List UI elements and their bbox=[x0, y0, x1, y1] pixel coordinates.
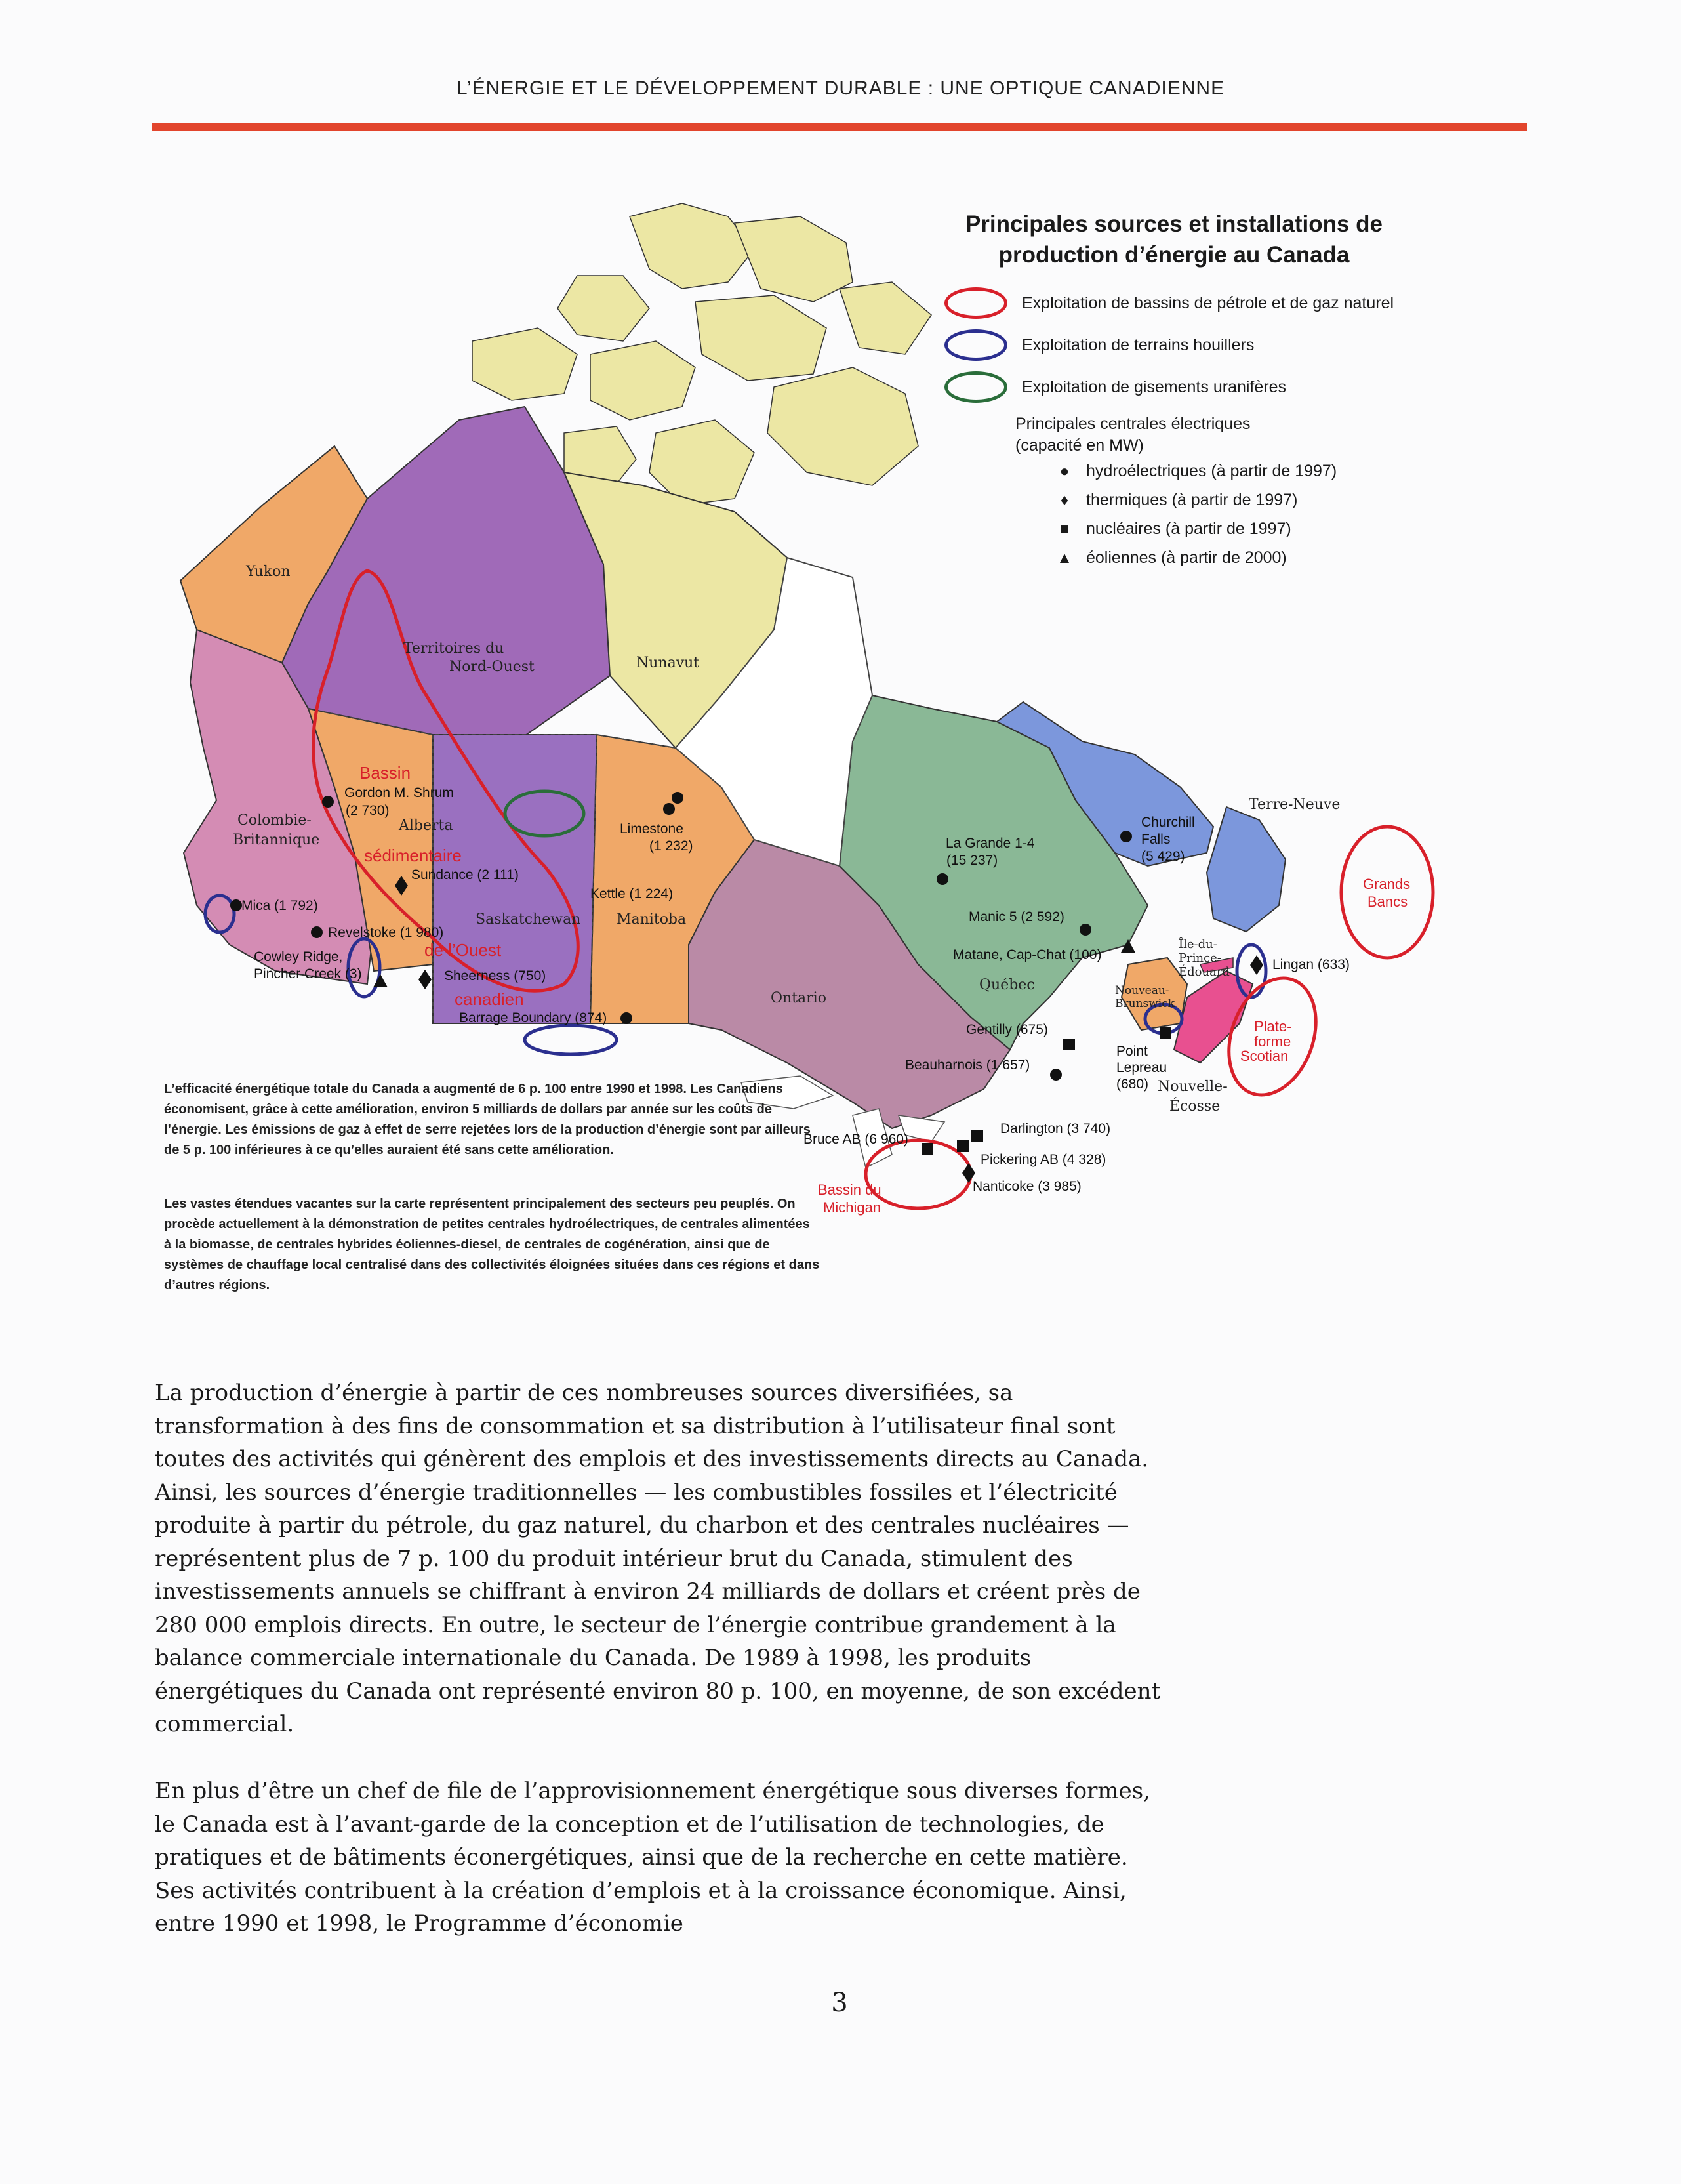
label-scotian-3: Scotian bbox=[1240, 1048, 1289, 1064]
label-sundance: Sundance (2 111) bbox=[411, 867, 519, 882]
label-wcsb-2: sédimentaire bbox=[364, 846, 462, 865]
label-ns-2: Écosse bbox=[1169, 1098, 1221, 1115]
label-kettle: Kettle (1 224) bbox=[590, 886, 674, 901]
plants-legend-title-line-1: Principales centrales électriques bbox=[1015, 415, 1251, 433]
legend-oil-gas bbox=[944, 287, 1394, 319]
label-wcsb-1: Bassin bbox=[359, 763, 411, 783]
nuclear-marker-gentilly bbox=[1063, 1039, 1075, 1050]
label-boundary: Barrage Boundary (874) bbox=[459, 1010, 607, 1025]
label-pei-2: Prince- bbox=[1179, 951, 1221, 965]
map-title bbox=[872, 209, 1476, 270]
red-ring-icon bbox=[944, 287, 1007, 319]
label-la-grande-2: (15 237) bbox=[946, 853, 998, 868]
label-pickering: Pickering AB (4 328) bbox=[981, 1152, 1106, 1167]
label-manitoba: Manitoba bbox=[617, 911, 687, 928]
triangle-icon: ▲ bbox=[1057, 548, 1072, 567]
nuclear-marker-darlington bbox=[971, 1130, 983, 1142]
canada-energy-map bbox=[144, 190, 1469, 1216]
legend-hydro bbox=[1055, 462, 1337, 481]
label-point-lepreau-2: Lepreau bbox=[1116, 1060, 1167, 1075]
hydro-marker-manic bbox=[1080, 924, 1091, 936]
label-scotian-1: Plate- bbox=[1254, 1018, 1292, 1035]
label-grand-banks-2: Bancs bbox=[1367, 894, 1408, 910]
legend-thermal-label: thermiques (à partir de 1997) bbox=[1086, 491, 1298, 509]
label-nwt-2: Nord-Ouest bbox=[449, 659, 535, 675]
legend-oil-gas-label: Exploitation de bassins de pétrole et de gaz naturel bbox=[1022, 293, 1394, 312]
legend-nuclear-label: nucléaires (à partir de 1997) bbox=[1086, 520, 1291, 538]
green-ring-icon bbox=[944, 371, 1007, 403]
label-quebec: Québec bbox=[979, 977, 1035, 993]
body-paragraph-1: La production d’énergie à partir de ces nombreuses sources diversifiées, sa transformation à des fins de consommation et sa distribution à l’utilisateur final sont toutes des activités qui génèrent des emplois et des investissements directs au Canada. Ainsi, les sources d’énergie traditionnelles — les combustibles fossiles et l’électricité produite à partir du pétrole, du gaz naturel, du charbon et des centrales nucléaires — représentent plus de 7 p. 100 du produit intérieur brut du Canada, stimulent des investissements annuels se chiffrant à environ 24 milliards de dollars et créent près de 280 000 emplois directs. En outre, le secteur de l’énergie contribue grandement à la balance commerciale internationale du Canada. De 1989 à 1998, les produits énergétiques du Canada ont représenté environ 80 p. 100, en moyenne, de son excédent commercial. bbox=[155, 1380, 1161, 1737]
label-newfoundland: Terre-Neuve bbox=[1249, 796, 1341, 813]
hydro-marker-limestone bbox=[672, 792, 683, 804]
label-point-lepreau-1: Point bbox=[1116, 1044, 1148, 1059]
label-churchill-2: Falls bbox=[1141, 832, 1171, 847]
hydro-marker-beauharnois bbox=[1050, 1069, 1062, 1081]
hydro-marker-gordon-shrum bbox=[322, 796, 334, 808]
thermal-marker-sheerness bbox=[418, 970, 432, 989]
diamond-icon: ♦ bbox=[1060, 491, 1069, 509]
plants-legend-title-line-2: (capacité en MW) bbox=[1015, 436, 1144, 455]
label-limestone-2: (1 232) bbox=[649, 838, 693, 854]
map-note-remote-areas: Les vastes étendues vacantes sur la carte représentent principalement des secteurs peu peuplés. On procède actuellement à la démonstration de petites centrales hydroélectriques, de centrales alimentées à la biomasse, de centrales hybrides éoliennes-diesel, de centrales de cogénération, ainsi que de systèmes de chauffage local centralisé dans des collectivités éloignées situées dans ces régions et dans d’autres régions. bbox=[164, 1197, 820, 1292]
label-alberta: Alberta bbox=[399, 817, 453, 834]
hydro-marker-churchill bbox=[1120, 831, 1132, 842]
label-bruce: Bruce AB (6 960) bbox=[803, 1132, 908, 1147]
hydro-marker-revelstoke bbox=[311, 926, 323, 938]
label-manic: Manic 5 (2 592) bbox=[969, 909, 1064, 924]
nuclear-marker-point-lepreau bbox=[1160, 1027, 1171, 1039]
label-pei-3: Édouard bbox=[1179, 965, 1230, 979]
label-wcsb-4: canadien bbox=[455, 989, 524, 1009]
square-icon: ■ bbox=[1059, 520, 1070, 538]
newfoundland bbox=[1207, 807, 1286, 932]
running-header: L’ÉNERGIE ET LE DÉVELOPPEMENT DURABLE : UNE OPTIQUE CANADIENNE bbox=[456, 77, 1225, 99]
label-yukon: Yukon bbox=[246, 564, 291, 580]
legend-nuclear bbox=[1055, 520, 1291, 539]
legend-coal bbox=[944, 329, 1254, 361]
hydro-marker-boundary bbox=[620, 1012, 632, 1024]
label-beauharnois: Beauharnois (1 657) bbox=[905, 1058, 1030, 1073]
label-saskatchewan: Saskatchewan bbox=[476, 911, 581, 928]
label-nb-1: Nouveau- bbox=[1115, 984, 1169, 997]
label-lingan: Lingan (633) bbox=[1272, 957, 1350, 972]
label-bc-2: Britannique bbox=[233, 832, 320, 848]
label-scotian-2: forme bbox=[1254, 1033, 1291, 1050]
label-cowley-1: Cowley Ridge, bbox=[254, 949, 343, 964]
label-darlington: Darlington (3 740) bbox=[1000, 1121, 1111, 1136]
label-limestone-1: Limestone bbox=[620, 821, 683, 836]
michigan-basin-outline bbox=[866, 1140, 971, 1208]
circle-icon: ● bbox=[1059, 462, 1070, 480]
label-cowley-2: Pincher Creek (3) bbox=[254, 966, 362, 981]
label-nb-2: Brunswick bbox=[1115, 997, 1175, 1010]
wind-marker-cowley bbox=[373, 974, 388, 987]
map-title-line-2: production d’énergie au Canada bbox=[998, 242, 1350, 268]
label-ns-1: Nouvelle- bbox=[1158, 1079, 1228, 1095]
legend-coal-label: Exploitation de terrains houillers bbox=[1022, 335, 1255, 354]
label-sheerness: Sheerness (750) bbox=[444, 968, 546, 983]
label-michigan-1: Bassin du bbox=[818, 1182, 881, 1198]
label-la-grande-1: La Grande 1-4 bbox=[946, 836, 1035, 851]
legend-thermal bbox=[1055, 491, 1297, 510]
label-gordon-shrum-1: Gordon M. Shrum bbox=[344, 785, 454, 800]
map-title-line-1: Principales sources et installations de bbox=[965, 211, 1383, 237]
nuclear-marker-bruce bbox=[922, 1143, 933, 1155]
label-nunavut: Nunavut bbox=[636, 655, 700, 671]
label-ontario: Ontario bbox=[771, 990, 826, 1006]
legend-wind bbox=[1055, 548, 1287, 567]
hydro-marker-mica bbox=[230, 899, 242, 911]
map-note-efficiency: L’efficacité énergétique totale du Canada a augmenté de 6 p. 100 entre 1990 et 1998. Les Canadiens économisent, grâce à cette amélioration, environ 5 milliards de dollars par année sur les coûts de l’énergie. Les émissions de gaz à effet de serre rejetées lors de la production d’énergie sont par ailleurs de 5 p. 100 inférieures à ce qu’elles auraient été sans cette amélioration. bbox=[164, 1082, 811, 1157]
label-nanticoke: Nanticoke (3 985) bbox=[973, 1179, 1082, 1194]
label-matane: Matane, Cap-Chat (100) bbox=[953, 947, 1102, 962]
grand-banks-outline bbox=[1341, 827, 1433, 958]
coal-outline-sask bbox=[525, 1025, 617, 1054]
blue-ring-icon bbox=[944, 329, 1007, 361]
nuclear-marker-pickering bbox=[957, 1140, 969, 1152]
label-bc-1: Colombie- bbox=[237, 812, 312, 829]
plants-legend-title bbox=[1015, 413, 1251, 457]
header-rule bbox=[152, 123, 1527, 131]
label-grand-banks-1: Grands bbox=[1363, 876, 1411, 892]
legend-wind-label: éoliennes (à partir de 2000) bbox=[1086, 548, 1287, 567]
label-pei-1: Île-du- bbox=[1179, 937, 1217, 951]
label-michigan-2: Michigan bbox=[823, 1199, 881, 1216]
hydro-marker-la-grande bbox=[937, 873, 948, 885]
label-gordon-shrum-2: (2 730) bbox=[346, 803, 390, 818]
label-churchill-3: (5 429) bbox=[1141, 849, 1185, 864]
label-mica: Mica (1 792) bbox=[241, 898, 318, 913]
page-number: 3 bbox=[831, 1988, 848, 2018]
legend-uranium bbox=[944, 371, 1286, 403]
label-revelstoke: Revelstoke (1 980) bbox=[328, 925, 444, 940]
label-wcsb-3: de l’Ouest bbox=[424, 940, 502, 960]
label-churchill-1: Churchill bbox=[1141, 815, 1195, 830]
label-gentilly: Gentilly (675) bbox=[966, 1022, 1048, 1037]
body-paragraph-2: En plus d’être un chef de file de l’approvisionnement énergétique sous diverses formes, le Canada est à l’avant-garde de la conception et de l’utilisation de technologies, de pratiques et de bâtiments éconergétiques, ainsi que de la recherche en cette matière. Ses activités contribuent à la création d’emplois et à la croissance économique. Ainsi, entre 1990 et 1998, le Programme d’économie bbox=[155, 1778, 1150, 1937]
thermal-marker-lingan bbox=[1250, 955, 1263, 975]
hydro-marker-kettle bbox=[663, 803, 675, 815]
label-nwt-1: Territoires du bbox=[403, 640, 504, 657]
label-point-lepreau-3: (680) bbox=[1116, 1077, 1149, 1092]
legend-uranium-label: Exploitation de gisements uranifères bbox=[1022, 377, 1287, 396]
legend-hydro-label: hydroélectriques (à partir de 1997) bbox=[1086, 462, 1337, 480]
